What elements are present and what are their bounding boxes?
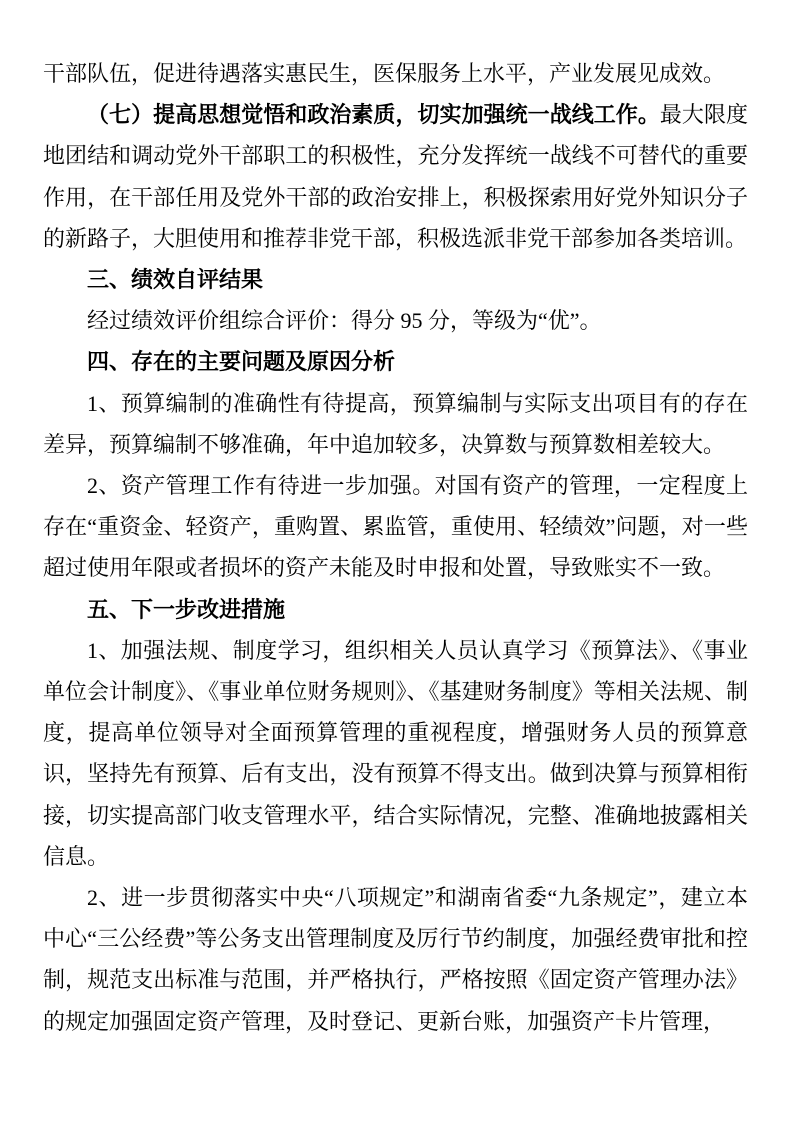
paragraph-score-result: 经过绩效评价组综合评价：得分 95 分，等级为“优”。: [87, 308, 602, 334]
inline-subsection-heading: （七）提高思想觉悟和政治素质，切实加强统一战线工作。: [87, 102, 660, 128]
paragraph-problem-1: 1、预算编制的准确性有待提高，预算编制与实际支出项目有的存在差异，预算编制不够准确，年中追加较多，决算数与预算数相差较大。: [43, 390, 748, 457]
paragraph-measure-2: 2、进一步贯彻落实中央“八项规定”和湖南省委“九条规定”，建立本中心“三公经费”等公务支出管理制度及厉行节约制度，加强经费审批和控制，规范支出标准与范围，并严格执行，严格按照《固定资产管理办法》的规定加强固定资产管理，及时登记、更新台账，加强资产卡片管理，: [43, 885, 748, 1034]
paragraph-continuation: 干部队伍，促进待遇落实惠民生，医保服务上水平，产业发展见成效。: [43, 61, 726, 86]
paragraph-problem-2: 2、资产管理工作有待进一步加强。对国有资产的管理，一定程度上存在“重资金、轻资产，重购置、累监管，重使用、轻绩效”问题，对一些超过使用年限或者损坏的资产未能及时申报和处置，导致账实不一致。: [43, 473, 748, 581]
paragraph-item-7: [43, 94, 748, 259]
section-heading-5: 五、下一步改进措施: [87, 596, 286, 622]
paragraph-text: 最大限度地团结和调动党外干部职工的积极性，充分发挥统一战线不可替代的重要作用，在干部任用及党外干部的政治安排上，积极探索用好党外知识分子的新路子，大胆使用和推荐非党干部，积极选派非党干部参加各类培训。: [43, 102, 748, 251]
section-heading-3: 三、绩效自评结果: [87, 267, 264, 293]
paragraph-measure-1: 1、加强法规、制度学习，组织相关人员认真学习《预算法》、《事业单位会计制度》、《事业单位财务规则》、《基建财务制度》等相关法规、制度，提高单位领导对全面预算管理的重视程度，增强财务人员的预算意识，坚持先有预算、后有支出，没有预算不得支出。做到决算与预算相衔接，切实提高部门收支管理水平，结合实际情况，完整、准确地披露相关信息。: [43, 637, 748, 869]
section-heading-4: 四、存在的主要问题及原因分析: [87, 349, 396, 375]
